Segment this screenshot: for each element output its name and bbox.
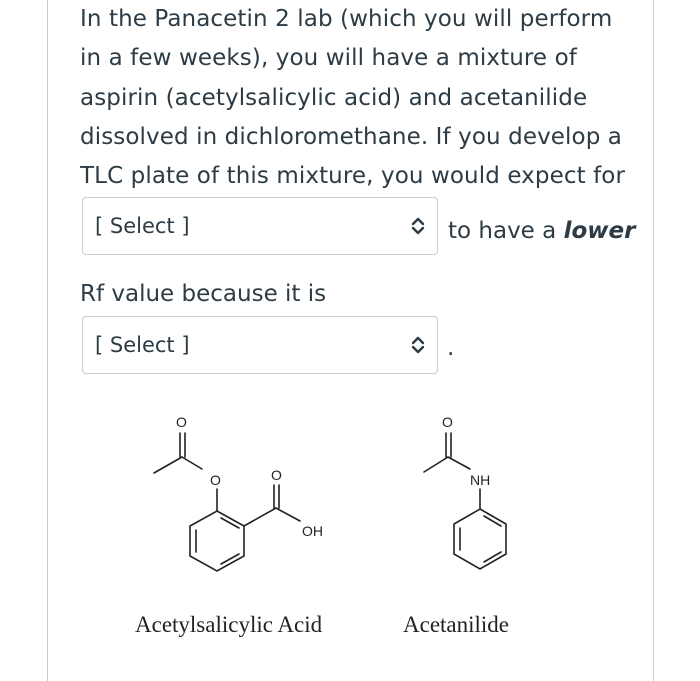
select-1-updown-icon (411, 215, 425, 237)
select-2-updown-icon (411, 334, 425, 356)
question-line-3: aspirin (acetylsalicylic acid) and acetanilide (80, 85, 588, 111)
aspirin-acetyl-o-label: O (176, 414, 187, 430)
acetanilide-nh-label: NH (470, 472, 491, 488)
sentence-period: . (447, 335, 455, 361)
acetanilide-o-label: O (442, 414, 453, 430)
acetanilide-structure (420, 405, 540, 590)
answer-select-2[interactable] (82, 316, 438, 374)
question-line-5: TLC plate of this mixture, you would expect for (80, 163, 626, 189)
acetanilide-label: Acetanilide (403, 612, 510, 637)
answer-select-1[interactable] (82, 197, 438, 255)
lower-rf-text (448, 218, 635, 244)
question-line-2: in a few weeks), you will have a mixture of (80, 45, 577, 71)
lower-emphasis: lower (563, 218, 636, 244)
acetylsalicylic-acid-label: Acetylsalicylic Acid (135, 612, 323, 637)
question-line-4: dissolved in dichloromethane. If you develop a (80, 124, 622, 150)
acetylsalicylic-acid-structure (140, 405, 370, 590)
select-1-value: [ Select ] (95, 214, 190, 238)
aspirin-oh-label: OH (302, 523, 323, 539)
aspirin-carbonyl-o-label: O (271, 467, 282, 483)
frame-right-border (653, 0, 654, 681)
frame-left-border (47, 0, 48, 681)
aspirin-ester-o-label: O (210, 472, 221, 488)
rf-value-text: Rf value because it is (80, 281, 327, 307)
select-2-value: [ Select ] (95, 333, 190, 357)
question-line-1: In the Panacetin 2 lab (which you will perform (80, 6, 613, 32)
to-have-a-text: to have a (448, 218, 564, 244)
